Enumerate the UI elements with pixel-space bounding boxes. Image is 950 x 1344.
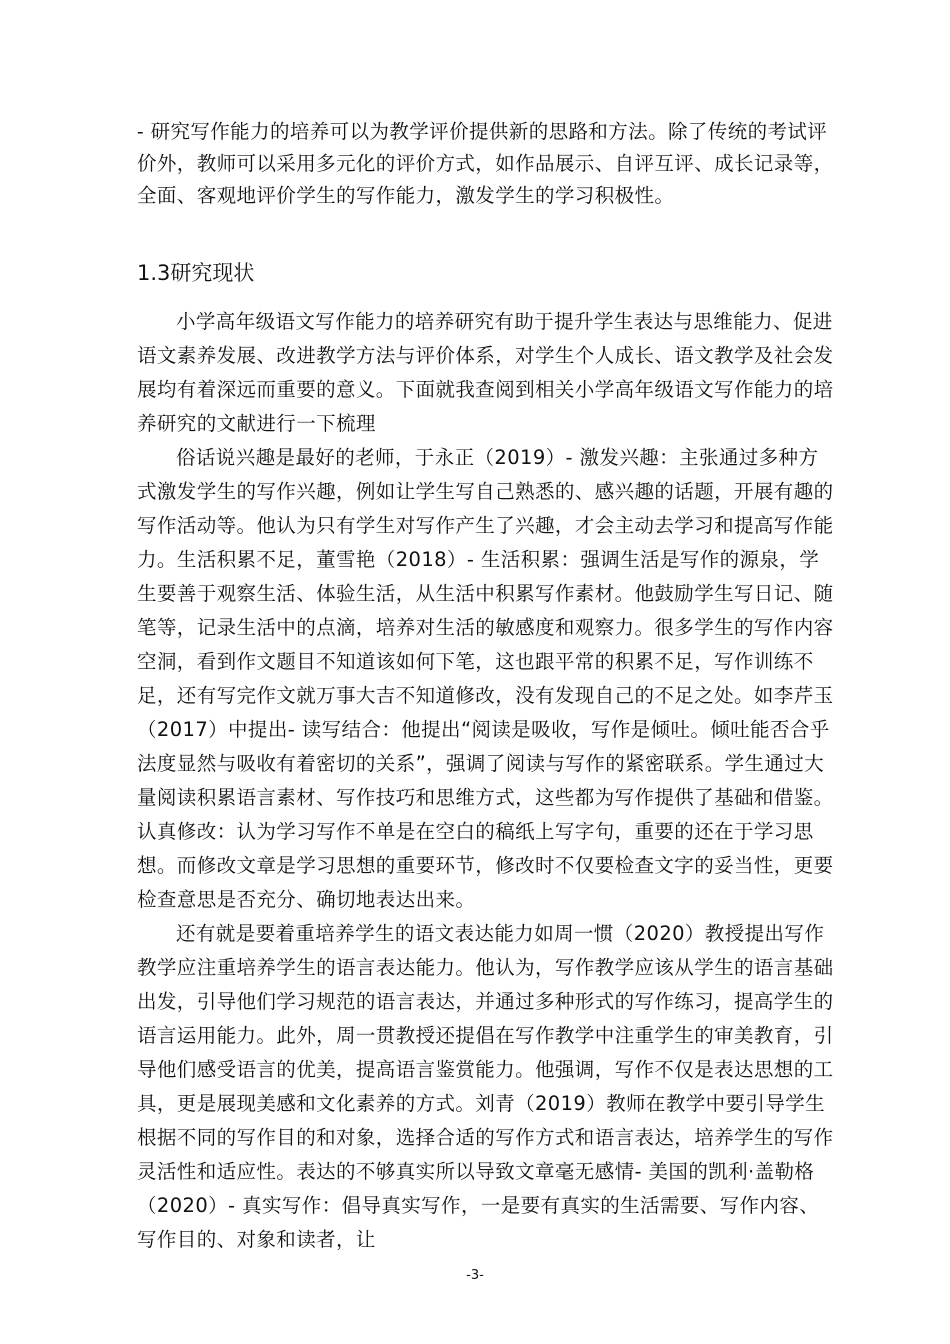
intro-paragraph: - 研究写作能力的培养可以为教学评价提供新的思路和方法。除了传统的考试评价外，教师可以采用多元化的评价方式，如作品展示、自评互评、成长记录等，全面、客观地评价学生的写作能力，激发学生的学习积极性。 [137, 120, 834, 207]
body-paragraph-2: 俗话说兴趣是最好的老师，于永正（2019）- 激发兴趣：主张通过多种方式激发学生的写作兴趣，例如让学生写自己熟悉的、感兴趣的话题，开展有趣的写作活动等。他认为只有学生对写作产生了兴趣，才会主动去学习和提高写作能力。生活积累不足，董雪艳（2018）- 生活积累：强调生活是写作的源泉，学生要善于观察生活、体验生活，从生活中积累写作素材。他鼓励学生写日记、随笔等，记录生活中的点滴，培养对生活的敏感度和观察力。很多学生的写作内容空洞，看到作文题目不知道该如何下笔，这也跟平常的积累不足，写作训练不足，还有写完作文就万事大吉不知道修改，没有发现自己的不足之处。如李芹玉（2017）中提出- 读写结合：他提出“阅读是吸收，写作是倾吐。倾吐能否合乎法度显然与吸收有着密切的关系”，强调了阅读与写作的紧密联系。学生通过大量阅读积累语言素材、写作技巧和思维方式，这些都为写作提供了基础和借鉴。 认真修改：认为学习写作不单是在空白的稿纸上写字句，重要的还在于学习思想。而修改文章是学习思想的重要环节，修改时不仅要检查文字的妥当性，更要检查意思是否充分、确切地表达出来。 [137, 446, 834, 911]
body-paragraph-1: 小学高年级语文写作能力的培养研究有助于提升学生表达与思维能力、促进语文素养发展、改进教学方法与评价体系，对学生个人成长、语文教学及社会发展均有着深远而重要的意义。下面就我查阅到相关小学高年级语文写作能力的培养研究的文献进行一下梳理 [137, 310, 834, 435]
body-text [137, 305, 835, 1257]
page-number: -3- [466, 1268, 484, 1283]
section-heading: 1.3研究现状 [137, 261, 255, 285]
body-paragraph-3: 还有就是要着重培养学生的语文表达能力如周一惯（2020）教授提出写作教学应注重培养学生的语言表达能力。他认为，写作教学应该从学生的语言基础出发，引导他们学习规范的语言表达，并通过多种形式的写作练习，提高学生的语言运用能力。此外，周一贯教授还提倡在写作教学中注重学生的审美教育，引导他们感受语言的优美，提高语言鉴赏能力。他强调，写作不仅是表达思想的工具，更是展现美感和文化素养的方式。刘青（2019）教师在教学中要引导学生根据不同的写作目的和对象，选择合适的写作方式和语言表达，培养学生的写作灵活性和适应性。表达的不够真实所以导致文章毫无感情- 美国的凯利·盖勒格（2020）- 真实写作：倡导真实写作，一是要有真实的生活需要、写作内容、写作目的、对象和读者，让 [137, 922, 834, 1251]
